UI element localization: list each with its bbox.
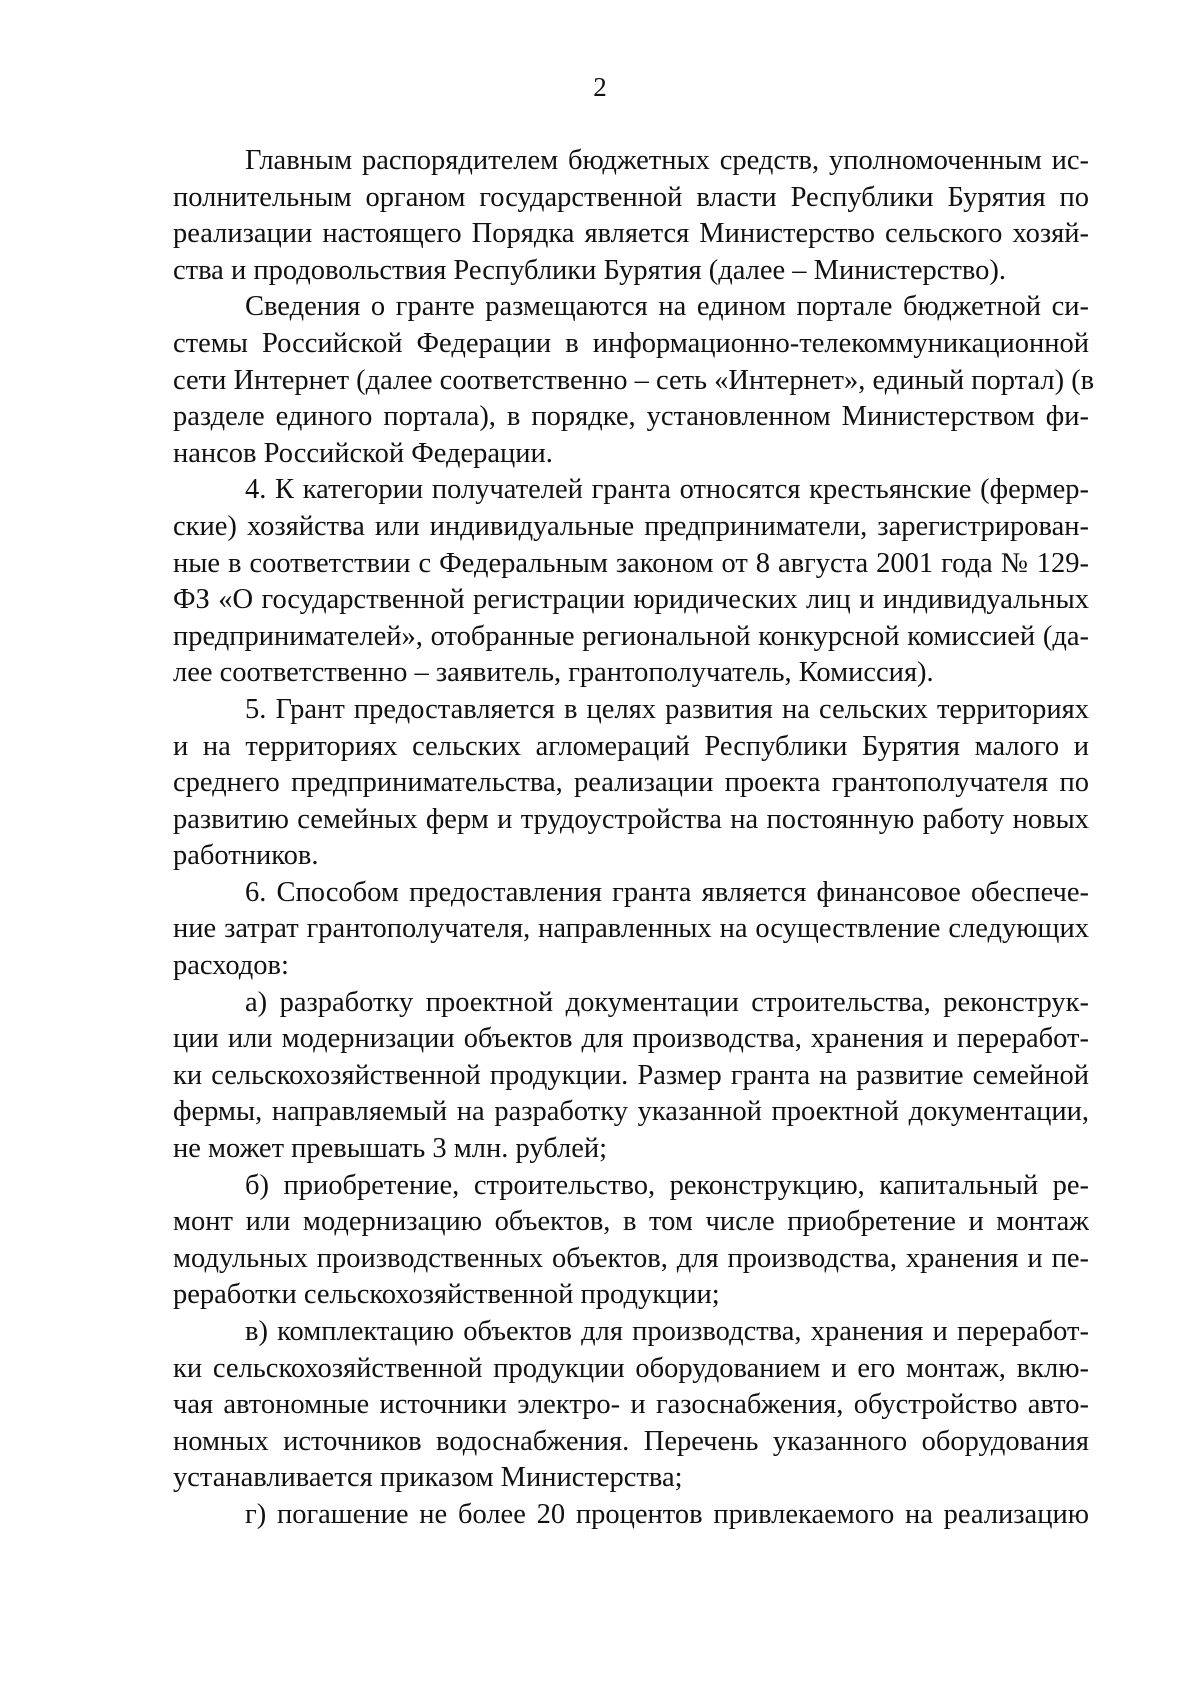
- paragraph: [173, 1168, 1089, 1314]
- paragraph: [173, 875, 1089, 985]
- text-line: ки сельскохозяйственной продукции. Размер гранта на развитие семейной: [173, 1059, 1089, 1091]
- text-line: фермы, направляемый на разработку указанной проектной документации,: [173, 1096, 1089, 1128]
- text-line: лее соответственно – заявитель, грантополучатель, Комиссия).: [173, 657, 934, 689]
- text-line: модульных производственных объектов, для производства, хранения и пе-: [173, 1242, 1089, 1274]
- text-line: развитию семейных ферм и трудоустройства на постоянную работу новых: [173, 803, 1089, 835]
- text-line: монт или модернизацию объектов, в том числе приобретение и монтаж: [173, 1206, 1089, 1238]
- text-line: г) погашение не более 20 процентов привлекаемого на реализацию: [245, 1498, 1089, 1530]
- text-line: 5. Грант предоставляется в целях развития на сельских территориях: [245, 693, 1089, 725]
- text-line: а) разработку проектной документации строительства, реконструк-: [245, 986, 1089, 1018]
- document-body: [173, 143, 1095, 1534]
- page-number: 2: [593, 72, 607, 102]
- text-line: расходов:: [173, 950, 289, 982]
- text-line: ФЗ «О государственной регистрации юридических лиц и индивидуальных: [173, 584, 1089, 616]
- text-line: Главным распорядителем бюджетных средств, уполномоченным ис-: [245, 145, 1089, 176]
- text-line: чая автономные источники электро- и газоснабжения, обустройство авто-: [173, 1389, 1089, 1421]
- text-line: сети Интернет (далее соответственно – сеть «Интернет», единый портал) (в: [173, 364, 1095, 396]
- text-line: разделе единого портала), в порядке, установленном Министерством фи-: [173, 401, 1089, 433]
- text-line: Сведения о гранте размещаются на едином портале бюджетной си-: [245, 291, 1089, 323]
- text-line: ние затрат грантополучателя, направленных на осуществление следующих: [173, 913, 1089, 945]
- text-line: стемы Российской Федерации в информационно-телекоммуникационной: [173, 327, 1089, 359]
- text-line: реработки сельскохозяйственной продукции;: [173, 1279, 720, 1311]
- text-line: ные в соответствии с Федеральным законом от 8 августа 2001 года № 129-: [173, 547, 1089, 579]
- text-line: ские) хозяйства или индивидуальные предприниматели, зарегистрирован-: [173, 510, 1089, 542]
- text-line: предпринимателей», отобранные региональной конкурсной комиссией (да-: [173, 620, 1089, 652]
- text-line: устанавливается приказом Министерства;: [173, 1462, 683, 1494]
- paragraph: [173, 692, 1089, 875]
- text-line: не может превышать 3 млн. рублей;: [173, 1133, 608, 1165]
- text-line: ки сельскохозяйственной продукции оборудованием и его монтаж, вклю-: [173, 1352, 1089, 1384]
- text-line: в) комплектацию объектов для производства, хранения и переработ-: [245, 1316, 1089, 1347]
- text-line: реализации настоящего Порядка является Министерство сельского хозяй-: [173, 218, 1089, 250]
- text-line: 6. Способом предоставления гранта является финансовое обеспече-: [245, 876, 1089, 908]
- paragraph: [173, 289, 1095, 472]
- text-line: 4. К категории получателей гранта относятся крестьянские (фермер-: [245, 474, 1089, 506]
- text-line: нансов Российской Федерации.: [173, 437, 553, 469]
- text-line: б) приобретение, строительство, реконструкцию, капитальный ре-: [245, 1169, 1089, 1201]
- text-line: ции или модернизации объектов для производства, хранения и переработ-: [173, 1023, 1089, 1055]
- text-line: номных источников водоснабжения. Перечень указанного оборудования: [173, 1425, 1089, 1457]
- paragraph: [173, 985, 1089, 1168]
- text-line: среднего предпринимательства, реализации проекта грантополучателя по: [173, 767, 1089, 799]
- paragraph: [173, 143, 1089, 289]
- text-line: работников.: [173, 840, 319, 872]
- text-line: и на территориях сельских агломераций Республики Бурятия малого и: [173, 730, 1089, 762]
- text-line: ства и продовольствия Республики Бурятия (далее – Министерство).: [173, 254, 1006, 286]
- paragraph: [173, 472, 1089, 692]
- paragraph: [173, 1314, 1089, 1497]
- paragraph: [173, 1497, 1089, 1534]
- text-line: полнительным органом государственной власти Республики Бурятия по: [173, 181, 1089, 213]
